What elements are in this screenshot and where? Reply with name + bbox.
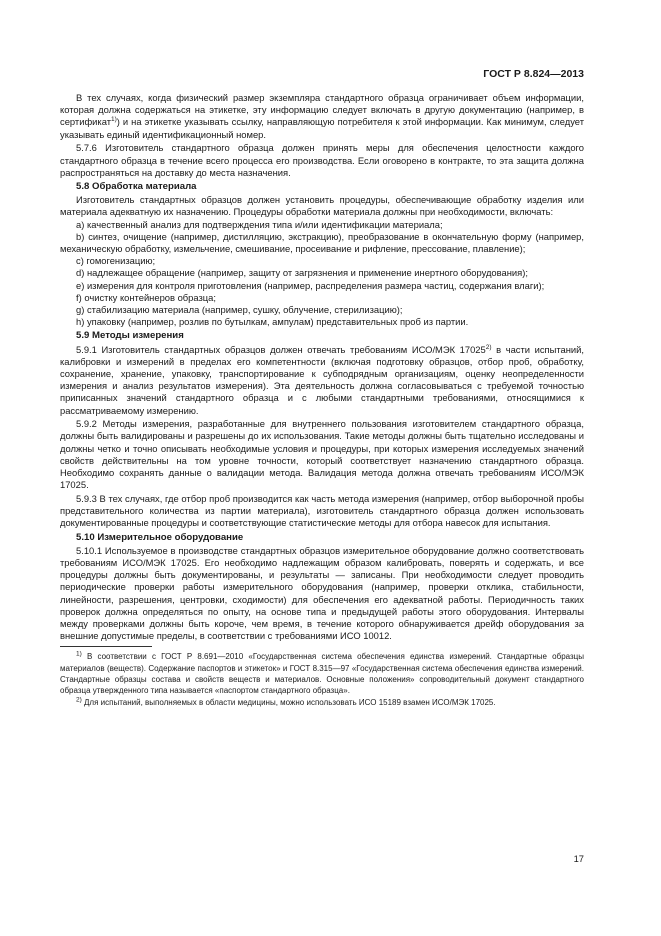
list-item-b: b) синтез, очищение (например, дистилляцию, экстракцию), преобразование в окончательную форму (например, механическую обработку, измельчение, смешивание, просеивание и рифление, прессование, плавление); xyxy=(60,230,584,254)
section-heading-5-9: 5.9 Методы измерения xyxy=(76,330,184,342)
text-run: в части испытаний, калибровки и измерений в пределах его компетентности (включая подготовку образцов, отбор проб, обработку, сохранение, хранение, упаковку, транспортирование к субподрядным организациям, оценку неопределенности измерения и анализ результатов измерения). Эта деятельность должна согласовываться с требуемой точностью приписанных значений стандартного образца и с любыми стандартными требованиями, относящимися к рассматриваемому измерению. xyxy=(60,343,584,416)
paragraph-5-8-intro: Изготовитель стандартных образцов должен установить процедуры, обеспечивающие обработку изделия или материала адекватную их назначению. Процедуры обработки материала должны при необходимости, включать: xyxy=(60,194,584,218)
main-content xyxy=(60,92,584,708)
text-run: ) и на этикетке указывать ссылку, направляющую потребителя к этой информации. Как минимум, следует указывать единый идентификационный номер. xyxy=(60,116,584,140)
list-item-d: d) надлежащее обращение (например, защиту от загрязнения и применение инертного оборудования); xyxy=(76,267,528,279)
list-item-g: g) стабилизацию материала (например, сушку, облучение, стерилизацию); xyxy=(76,303,403,315)
footnote-2 xyxy=(60,697,584,708)
text-run: В тех случаях, когда физический размер экземпляра стандартного образца ограничивает объем информации, которая должна содержаться на этикетке, эту информацию следует включать в другую документацию (например, в сертификат xyxy=(60,92,584,128)
footnote-ref-1: 1) xyxy=(111,116,117,124)
list-item-h: h) упаковку (например, розлив по бутылкам, ампулам) представительных проб из партии. xyxy=(76,316,469,328)
list-item-e: e) измерения для контроля приготовления (например, распределения размера частиц, содержания влаги); xyxy=(76,279,545,291)
list-item-c: c) гомогенизацию; xyxy=(76,255,156,267)
paragraph-label-info xyxy=(60,92,584,141)
paragraph-5-10-1: 5.10.1 Используемое в производстве стандартных образцов измерительное оборудование должно соответствовать требованиям ИСО/МЭК 17025. Его необходимо надлежащим образом калибровать, поверять и содержать, и все процедуры должны быть документированы, и результаты — записаны. При необходимости следует проводить периодические проверки работы измерительного оборудования (например, проверки отклика, стабильности, линейности, разрешения, центровки, сходимости) для обеспечения его адекватной работы. Периодичность таких проверок должна определяться по опыту, на основе типа и предыдущей работы этого оборудования. Интервалы между проверками должны быть короче, чем время, в течение которого обнаруживается дрейф оборудования за внешние допустимые пределы, в соответствии с требованиями ИСО 10012. xyxy=(60,544,584,642)
footnote-1 xyxy=(60,651,584,696)
section-heading-5-8: 5.8 Обработка материала xyxy=(76,180,197,192)
section-heading-5-10: 5.10 Измерительное оборудование xyxy=(76,531,244,543)
text-run: 5.9.1 Изготовитель стандартных образцов должен отвечать требованиям ИСО/МЭК 17025 xyxy=(76,343,486,355)
footnote-mark-1: 1) xyxy=(76,650,82,658)
footnote-mark-2: 2) xyxy=(76,695,82,703)
footnote-text: В соответствии с ГОСТ Р 8.691—2010 «Государственная система обеспечения единства измерений. Стандартные образцы материалов (веществ). Содержание паспортов и этикеток» и ГОСТ 8.315—97 «Государственная система обеспечения единства измерений. Стандартные образцы состава и свойств веществ и материалов. Основные положения» сопроводительный документ стандартного образца утвержденного типа называется «паспортом стандартного образца». xyxy=(60,652,584,696)
paragraph-5-7-6: 5.7.6 Изготовитель стандартного образца должен принять меры для обеспечения целостности каждого стандартного образца в течение всего процесса его производства. Если оговорено в контракте, то эта защита должна распространяться на доставку до места назначения. xyxy=(60,142,584,178)
document-header: ГОСТ Р 8.824—2013 xyxy=(483,68,584,80)
footnote-ref-2: 2) xyxy=(485,343,492,351)
paragraph-5-9-3: 5.9.3 В тех случаях, где отбор проб производится как часть метода измерения (например, отбор выборочной пробы представительного количества из партии материала), изготовитель стандартного образца должен использовать документированные процедуры и соответствующие статистические методы для отбора навесок для испытания. xyxy=(60,493,584,529)
footnote-text: Для испытаний, выполняемых в области медицины, можно использовать ИСО 15189 взамен ИСО/МЭК 17025. xyxy=(84,697,496,707)
footnote-divider xyxy=(60,646,152,647)
paragraph-5-9-1 xyxy=(60,344,584,417)
page-number: 17 xyxy=(573,853,584,864)
list-item-a: a) качественный анализ для подтверждения типа и/или идентификации материала; xyxy=(76,218,443,230)
list-item-f: f) очистку контейнеров образца; xyxy=(76,291,216,303)
paragraph-5-9-2: 5.9.2 Методы измерения, разработанные для внутреннего пользования изготовителем стандартного образца, должны быть валидированы и разрешены до их использования. Такие методы должны быть тщательно исследованы и должны четко и точно описывать необходимые условия и процедуры, при которых измерения исследуемых значений свойств действительны на том уровне точности, который соответствует назначению стандартного образца. Необходимо сохранять данные о валидации метода. Валидация метода должна отвечать требованиям ИСО/МЭК 17025. xyxy=(60,418,584,491)
